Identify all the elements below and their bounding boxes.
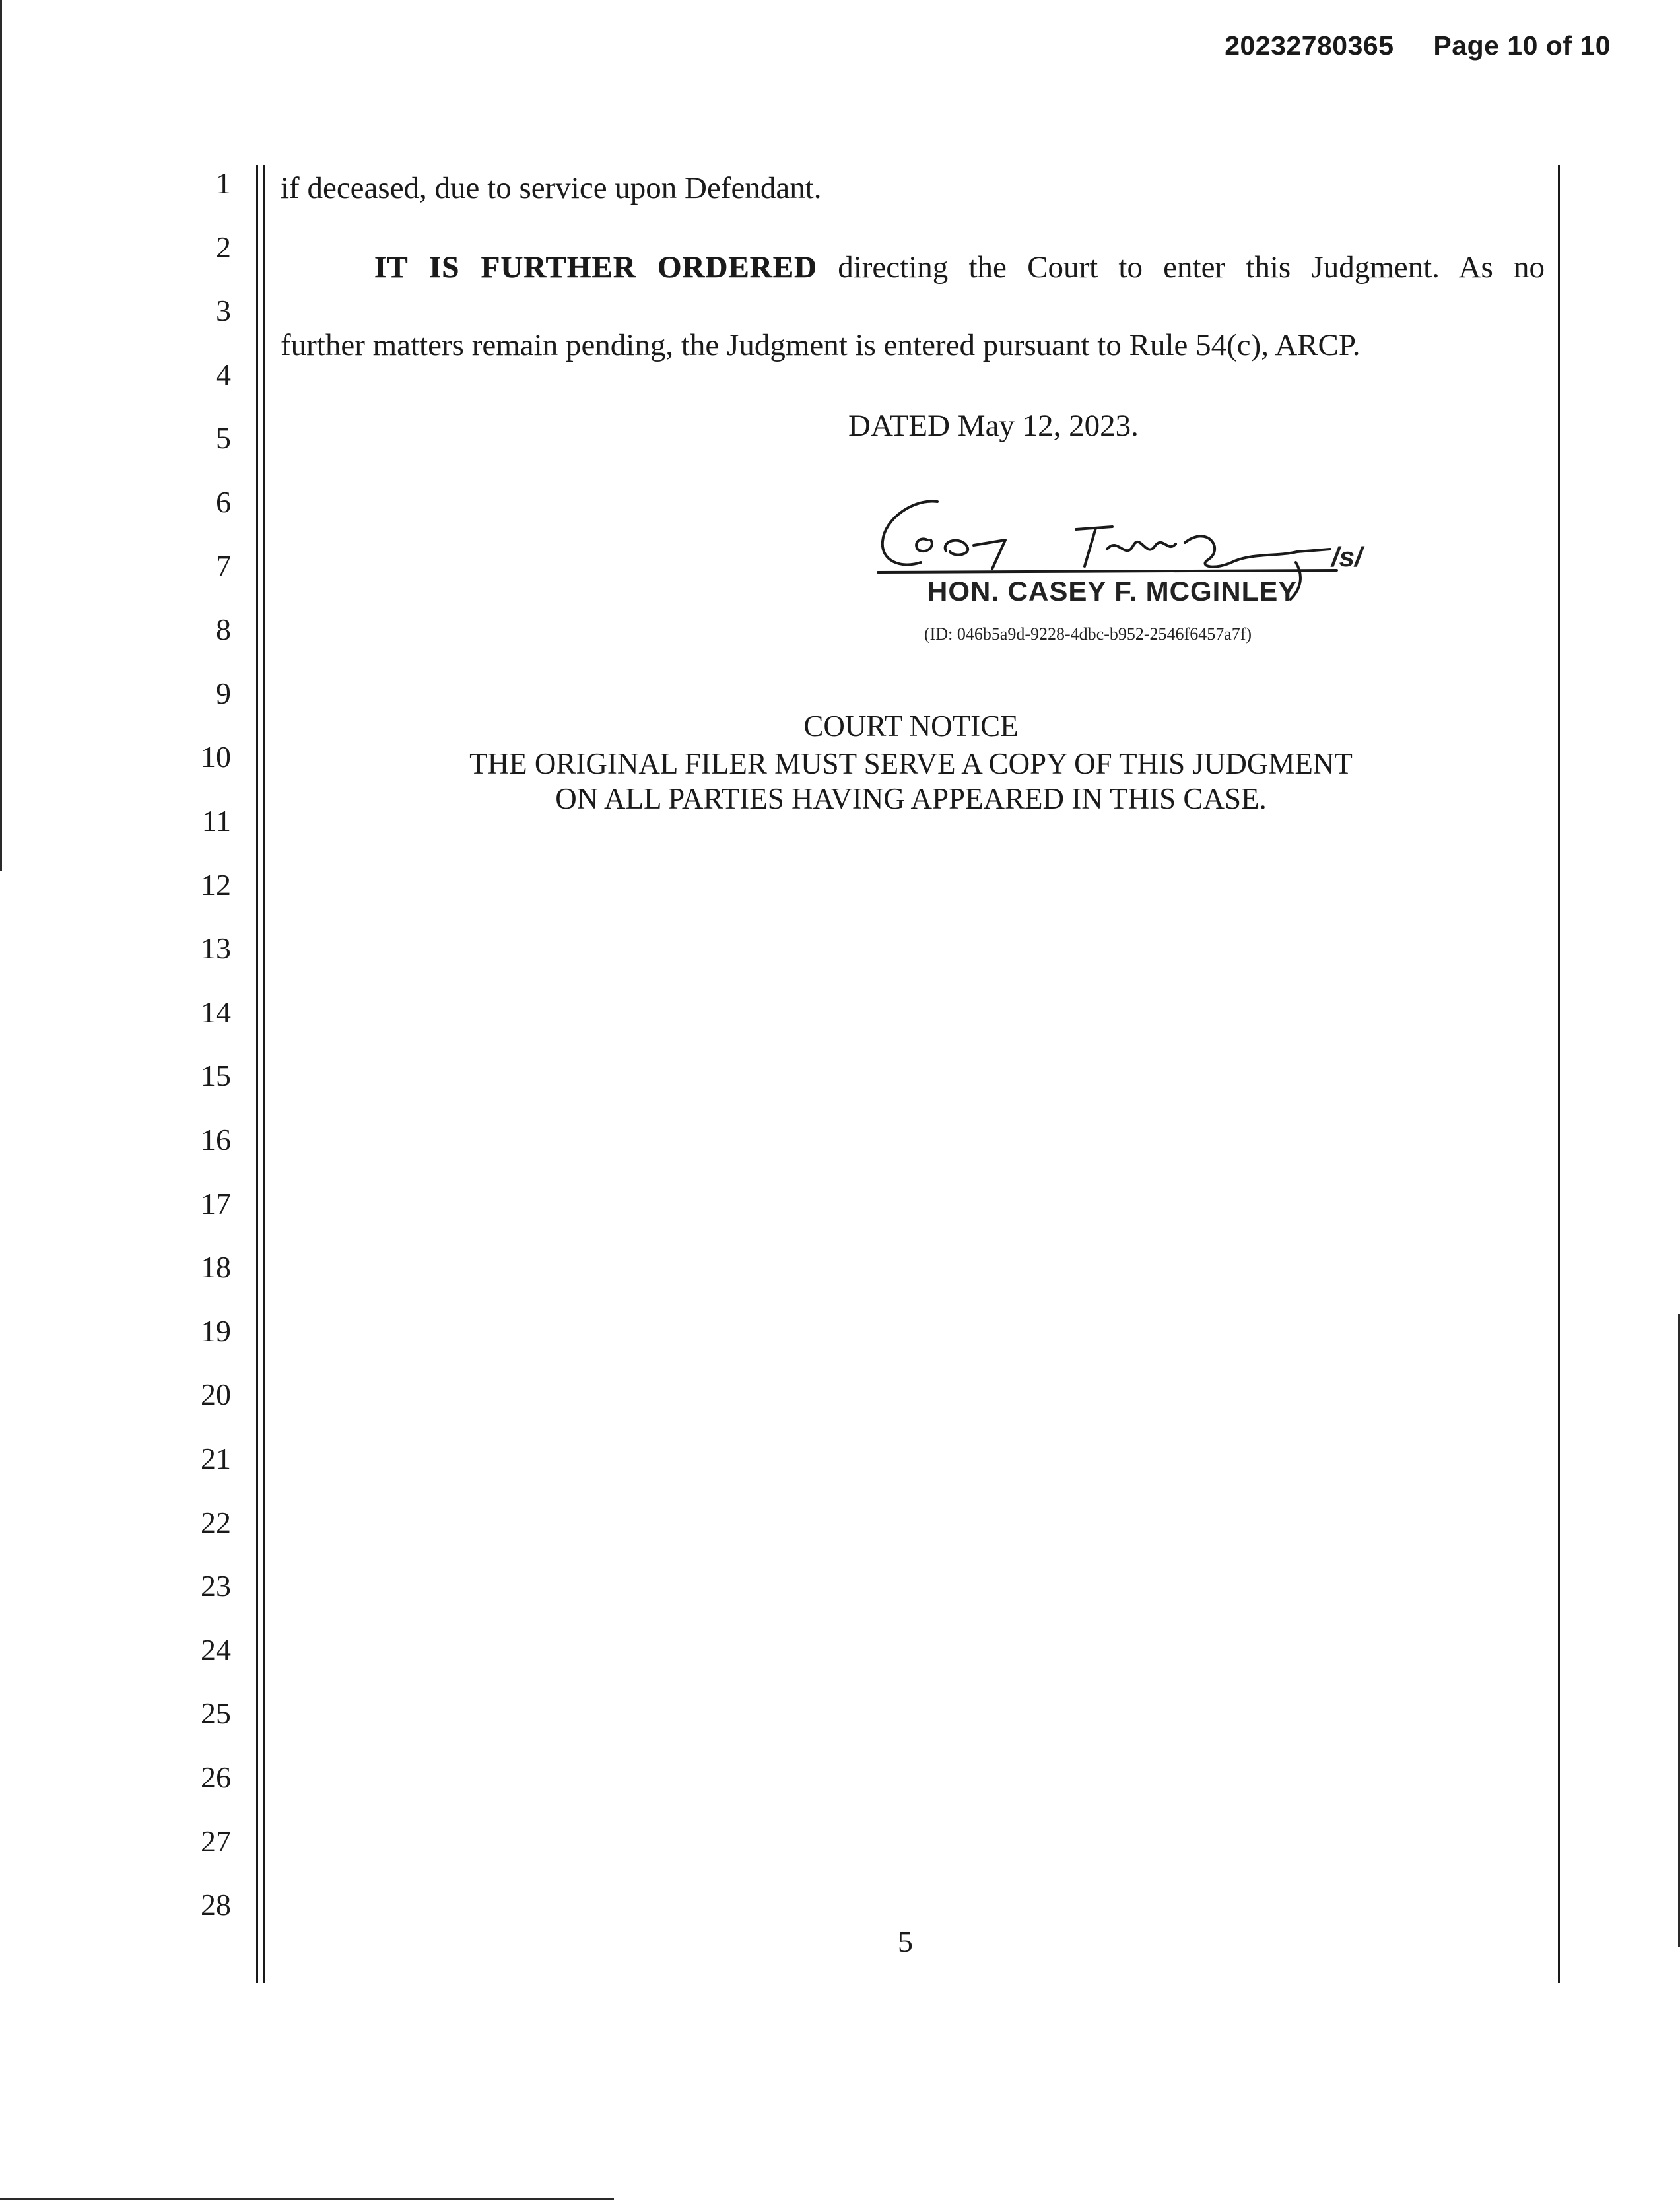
line-number: 12 [201, 867, 231, 902]
line-number: 14 [201, 995, 231, 1029]
page-header [1225, 30, 1611, 61]
left-margin-rule-outer [256, 165, 258, 1983]
line-number: 5 [216, 421, 231, 455]
body-line-3: further matters remain pending, the Judgment is entered pursuant to Rule 54(c), ARCP. [281, 328, 1361, 362]
court-notice-line-2: ON ALL PARTIES HAVING APPEARED IN THIS CASE. [555, 782, 1267, 815]
line-number: 6 [216, 485, 231, 519]
court-notice-title: COURT NOTICE [803, 710, 1019, 743]
further-ordered-text: directing the Court to enter this Judgment. As no [817, 250, 1545, 284]
body-line-1: if deceased, due to service upon Defendant. [281, 171, 822, 205]
dated-line: DATED May 12, 2023. [848, 409, 1139, 443]
further-ordered-paragraph [281, 252, 1545, 283]
line-number: 27 [201, 1824, 231, 1858]
line-number: 1 [216, 166, 231, 200]
document-id: 20232780365 [1225, 30, 1394, 61]
further-ordered-heading: IT IS FURTHER ORDERED [374, 250, 818, 284]
judge-name: HON. CASEY F. MCGINLEY [927, 576, 1298, 607]
line-number: 20 [201, 1378, 231, 1412]
line-number: 19 [201, 1314, 231, 1348]
page-number: 5 [898, 1925, 913, 1958]
line-number: 7 [216, 549, 231, 583]
line-number: 16 [201, 1123, 231, 1156]
line-number: 2 [216, 230, 231, 264]
line-number: 25 [201, 1696, 231, 1731]
left-margin-rule-inner [263, 165, 265, 1983]
line-number: 11 [201, 804, 231, 838]
page-label: Page 10 of 10 [1433, 30, 1611, 61]
line-number: 21 [201, 1442, 231, 1475]
court-notice-line-1: THE ORIGINAL FILER MUST SERVE A COPY OF THIS JUDGMENT [469, 747, 1353, 780]
line-number: 26 [201, 1760, 231, 1794]
line-number: 17 [201, 1186, 231, 1220]
signature-id: (ID: 046b5a9d-9228-4dbc-b952-2546f6457a7f) [924, 624, 1252, 644]
line-number: 3 [216, 294, 231, 328]
line-number: 18 [201, 1250, 231, 1284]
line-number: 22 [201, 1505, 231, 1539]
line-number: 4 [216, 357, 231, 391]
line-number: 24 [201, 1632, 231, 1667]
scan-edge-left [0, 0, 2, 871]
line-number: 8 [216, 613, 231, 647]
slash-s-mark: /s/ [1331, 541, 1362, 572]
line-number: 23 [201, 1569, 231, 1603]
line-number: 28 [201, 1888, 231, 1922]
right-margin-rule [1558, 165, 1560, 1983]
line-number: 15 [201, 1059, 231, 1093]
line-number: 9 [216, 676, 231, 710]
line-number: 13 [201, 931, 231, 966]
line-number: 10 [201, 740, 231, 774]
